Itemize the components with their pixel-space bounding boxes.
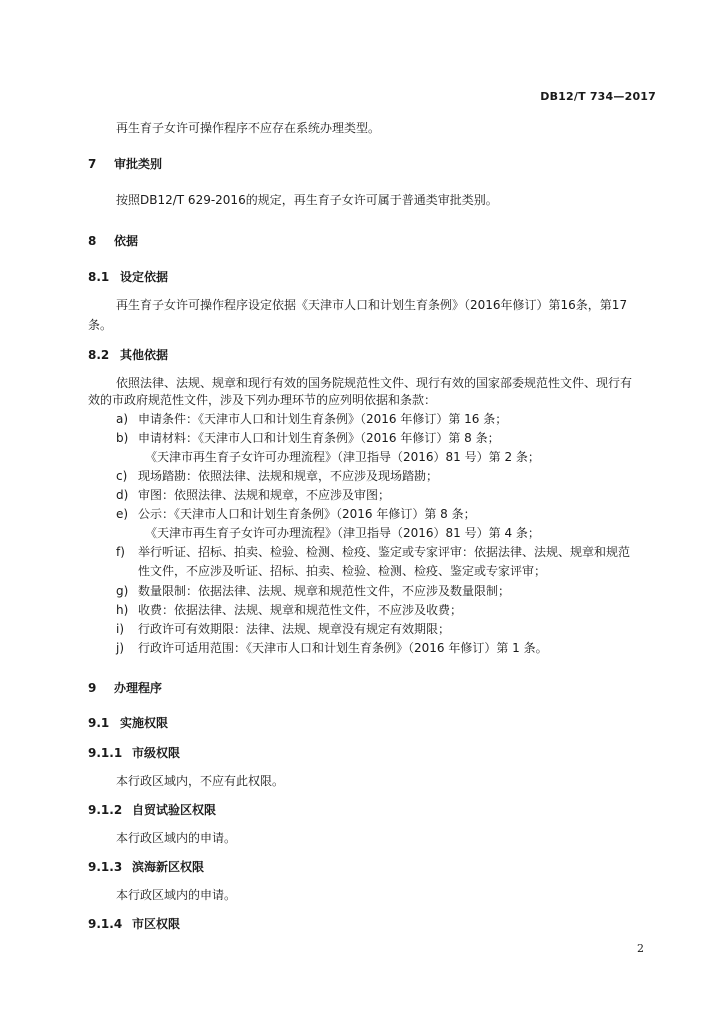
section-number: 8 [88, 234, 97, 248]
section-number: 9.1.2 [88, 803, 123, 817]
section-title: 审批类别 [114, 157, 163, 171]
list-item-mark: f) [116, 545, 125, 559]
section-number: 7 [88, 157, 97, 171]
list-item-mark: e) [116, 507, 129, 521]
section-title: 实施权限 [120, 716, 169, 730]
section-number: 9 [88, 681, 97, 695]
list-item: 现场踏勘：依照法律、法规和规章，不应涉及现场踏勘； [138, 469, 439, 483]
page-number: 2 [637, 942, 644, 955]
list-item: 申请条件：《天津市人口和计划生育条例》（2016 年修订）第 16 条； [138, 412, 508, 426]
section-title: 其他依据 [120, 348, 169, 362]
list-item-mark: h) [116, 603, 129, 617]
list-item-mark: a) [116, 412, 129, 426]
list-item-continuation: 《天津市再生育子女许可办理流程》（津卫指导（2016）81 号）第 2 条； [145, 450, 540, 464]
section-9-1-2-heading [88, 803, 216, 817]
list-item: 审图：依照法律、法规和规章，不应涉及审图； [138, 488, 391, 502]
section-number: 8.2 [88, 348, 110, 362]
list-item: 举行听证、招标、拍卖、检验、检测、检疫、鉴定或专家评审：依据法律、法规、规章和规范 [138, 545, 631, 559]
section-8-1-text-line1: 再生育子女许可操作程序设定依据《天津市人口和计划生育条例》（2016年修订）第16条，第17 [116, 298, 628, 312]
section-9-1-3-text: 本行政区域内的申请。 [116, 888, 237, 902]
section-number: 9.1.4 [88, 917, 123, 931]
section-8-2-text-line2: 效的市政府规范性文件，涉及下列办理环节的应列明依据和条款： [88, 393, 437, 407]
section-9-heading [88, 681, 162, 695]
section-8-2-text-line1: 依照法律、法规、规章和现行有效的国务院规范性文件、现行有效的国家部委规范性文件、现行有 [116, 376, 633, 390]
section-8-2-heading [88, 348, 168, 362]
section-title: 市区权限 [132, 917, 181, 931]
section-title: 设定依据 [120, 270, 169, 284]
section-9-1-1-heading [88, 746, 180, 760]
section-9-1-4-heading [88, 917, 180, 931]
section-title: 自贸试验区权限 [132, 803, 217, 817]
list-item-mark: i) [116, 622, 125, 636]
section-9-1-heading [88, 716, 168, 730]
section-9-1-1-text: 本行政区域内，不应有此权限。 [116, 774, 285, 788]
list-item-mark: j) [116, 641, 125, 655]
section-7-text: 按照DB12/T 629-2016的规定，再生育子女许可属于普通类审批类别。 [116, 193, 498, 207]
section-9-1-3-heading [88, 860, 204, 874]
section-title: 市级权限 [132, 746, 181, 760]
list-item-continuation: 性文件，不应涉及听证、招标、拍卖、检验、检测、检疫、鉴定或专家评审； [138, 564, 547, 578]
section-number: 9.1.1 [88, 746, 123, 760]
section-8-1-text-line2: 条。 [88, 318, 113, 332]
section-8-heading [88, 234, 138, 248]
section-number: 8.1 [88, 270, 110, 284]
section-9-1-2-text: 本行政区域内的申请。 [116, 831, 237, 845]
list-item-mark: g) [116, 584, 129, 598]
list-item-continuation: 《天津市再生育子女许可办理流程》（津卫指导（2016）81 号）第 4 条； [145, 526, 540, 540]
section-8-1-heading [88, 270, 168, 284]
list-item: 公示：《天津市人口和计划生育条例》（2016 年修订）第 8 条； [138, 507, 476, 521]
list-item: 数量限制：依据法律、法规、规章和规范性文件，不应涉及数量限制； [138, 584, 511, 598]
section-number: 9.1 [88, 716, 110, 730]
list-item: 行政许可适用范围：《天津市人口和计划生育条例》（2016 年修订）第 1 条。 [138, 641, 548, 655]
list-item: 收费：依据法律、法规、规章和规范性文件，不应涉及收费； [138, 603, 463, 617]
section-7-heading [88, 157, 162, 171]
list-item-mark: d) [116, 488, 129, 502]
list-item-mark: b) [116, 431, 129, 445]
section-number: 9.1.3 [88, 860, 123, 874]
document-code: DB12/T 734—2017 [540, 90, 656, 103]
section-title: 办理程序 [114, 681, 163, 695]
list-item: 申请材料：《天津市人口和计划生育条例》（2016 年修订）第 8 条； [138, 431, 500, 445]
list-item-mark: c) [116, 469, 128, 483]
intro-paragraph: 再生育子女许可操作程序不应存在系统办理类型。 [116, 121, 381, 135]
section-title: 滨海新区权限 [132, 860, 205, 874]
list-item: 行政许可有效期限：法律、法规、规章没有规定有效期限； [138, 622, 451, 636]
section-title: 依据 [114, 234, 139, 248]
